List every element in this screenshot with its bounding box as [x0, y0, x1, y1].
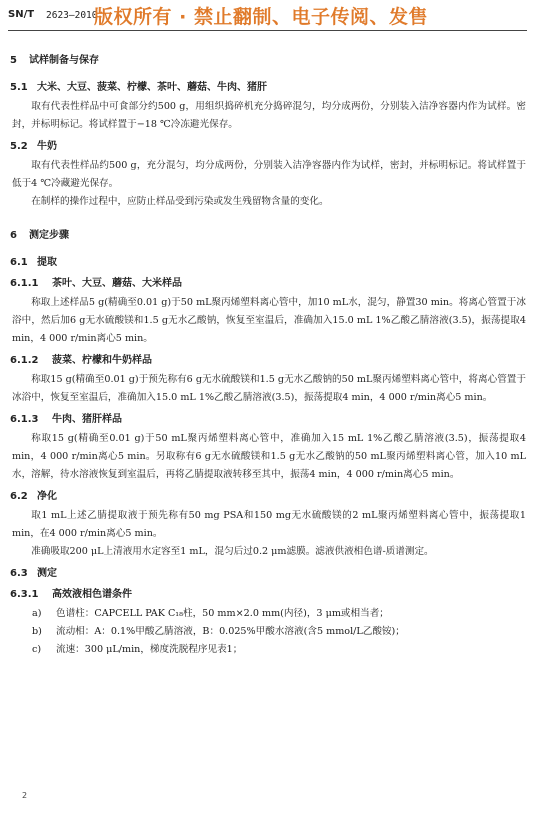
paragraph: 准确吸取200 μL上清液用水定容至1 mL，混匀后过0.2 μm滤膜。滤液供液相色谱-质谱测定。 — [31, 546, 434, 557]
section-heading-6-1-3: 6.1.3 牛肉、猪肝样品 — [10, 414, 122, 425]
paragraph: 取1 mL上述乙腈提取液于预先称有50 mg PSA和150 mg无水硫酸镁的2 mL聚丙烯塑料离心管中，振荡提取1 min，在4 000 r/min离心5 min。 — [12, 510, 526, 539]
section-heading-6-3: 6.3 测定 — [10, 568, 57, 579]
section-heading-6-1-2: 6.1.2 菠菜、柠檬和牛奶样品 — [10, 355, 152, 366]
section-heading-5-1: 5.1 大米、大豆、菠菜、柠檬、茶叶、蘑菇、牛肉、猪肝 — [10, 82, 267, 93]
section-heading-5-2: 5.2 牛奶 — [10, 141, 57, 152]
section-heading-6-3-1: 6.3.1 高效液相色谱条件 — [10, 589, 132, 600]
section-heading-6-1-1: 6.1.1 茶叶、大豆、蘑菇、大米样品 — [10, 278, 182, 289]
paragraph: 称取上述样品5 g(精确至0.01 g)于50 mL聚丙烯塑料离心管中，加10 mL水，混匀，静置30 min。将离心管置于冰浴中，然后加6 g无水硫酸镁和1.5 g无水乙酸钠，恢复至室温后，准确加入15.0 mL 1%乙酸乙腈溶液(3.5)，振荡提取4 min，4 000 r/min离心5 min。 — [12, 297, 526, 344]
section-heading-6: 6 测定步骤 — [10, 230, 69, 241]
document-body — [10, 54, 526, 659]
standard-code: SN/T — [8, 9, 35, 20]
page-number: 2 — [22, 791, 28, 800]
section-heading-6-1: 6.1 提取 — [10, 257, 57, 268]
section-heading-6-2: 6.2 净化 — [10, 491, 57, 502]
list-item: a) 色谱柱：CAPCELL PAK C₁₈柱，50 mm×2.0 mm(内径)，3 μm或相当者； — [32, 608, 389, 619]
paragraph: 取有代表性样品约500 g，充分混匀，均分成两份，分别装入洁净容器内作为试样，密封，并标明标记。将试样置于低于4 ℃冷藏避光保存。 — [12, 160, 526, 189]
section-heading-5: 5 试样制备与保存 — [10, 55, 99, 66]
paragraph: 称取15 g(精确至0.01 g)于50 mL聚丙烯塑料离心管中，准确加入15 mL 1%乙酸乙腈溶液(3.5)，振荡提取4 min，4 000 r/min离心5 min。另取称有6 g无水硫酸镁和1.5 g无水乙酸钠的50 mL聚丙烯塑料离心管，加入10 mL水，溶解，待水溶液恢复到室温后，再将乙腈提取液转移至其中，振荡4 min，4 000 r/min离心5 min。 — [12, 433, 526, 480]
copyright-watermark: 版权所有 · 禁止翻制、电子传阅、发售 — [94, 6, 428, 28]
paragraph: 称取15 g(精确至0.01 g)于预先称有6 g无水硫酸镁和1.5 g无水乙酸钠的50 mL聚丙烯塑料离心管中，将离心管置于冰浴中，恢复至室温后，准确加入15.0 mL 1%乙酸乙腈溶液(3.5)，振荡提取4 min，4 000 r/min离心5 min。 — [12, 374, 526, 403]
paragraph: 在制样的操作过程中，应防止样品受到污染或发生残留物含量的变化。 — [31, 196, 329, 207]
list-item: b) 流动相：A：0.1%甲酸乙腈溶液，B：0.025%甲酸水溶液(含5 mmol/L乙酸铵)； — [32, 626, 405, 637]
standard-number: 2623—2010 — [46, 10, 98, 21]
paragraph: 取有代表性样品中可食部分约500 g，用组织捣碎机充分捣碎混匀，均分成两份，分别装入洁净容器内作为试样。密封，并标明标记。将试样置于−18 ℃冷冻避光保存。 — [12, 101, 526, 130]
header-rule — [8, 30, 527, 31]
list-item: c) 流速：300 μL/min，梯度洗脱程序见表1； — [32, 644, 243, 655]
